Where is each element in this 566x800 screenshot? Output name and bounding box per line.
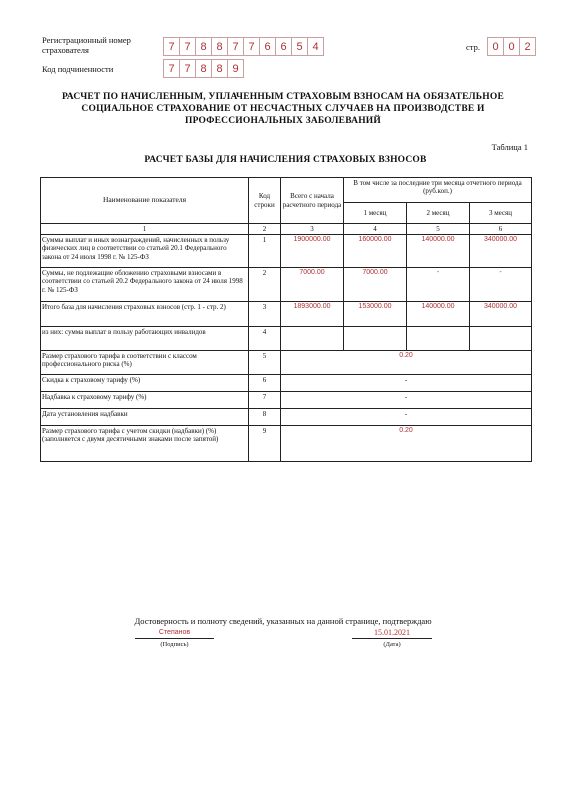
reg-number-digit: 7 bbox=[244, 37, 260, 56]
row-month-1 bbox=[344, 327, 407, 351]
row-month-1: 153000.00 bbox=[344, 302, 407, 327]
date-field: 15.01.2021 bbox=[352, 628, 432, 639]
page-number-digit: 2 bbox=[520, 37, 536, 56]
column-number: 3 bbox=[281, 224, 344, 235]
table-row bbox=[41, 426, 532, 462]
confirmation-text: Достоверность и полноту сведений, указанных на данной странице, подтверждаю bbox=[134, 616, 432, 626]
row-value: 0.20 bbox=[281, 426, 532, 462]
column-number: 5 bbox=[407, 224, 470, 235]
row-code: 6 bbox=[249, 375, 281, 392]
row-total: 1893000.00 bbox=[281, 302, 344, 327]
row-code: 2 bbox=[249, 268, 281, 302]
row-code: 3 bbox=[249, 302, 281, 327]
row-month-3 bbox=[470, 327, 532, 351]
reg-number-digit: 6 bbox=[260, 37, 276, 56]
row-value: - bbox=[281, 392, 532, 409]
table-row bbox=[41, 375, 532, 392]
reg-number-digit: 6 bbox=[276, 37, 292, 56]
row-name: Суммы выплат и иных вознаграждений, начисленных в пользу физических лиц в соответствии со статьей 20.1 Федерального закона от 24 июля 1998 г. № 125-ФЗ bbox=[41, 235, 249, 268]
row-code: 8 bbox=[249, 409, 281, 426]
table-number-label: Таблица 1 bbox=[491, 142, 528, 152]
page-number-digit: 0 bbox=[504, 37, 520, 56]
header-month-1: 1 месяц bbox=[344, 203, 407, 224]
row-code: 5 bbox=[249, 351, 281, 375]
reg-number-label: Регистрационный номер страхователя bbox=[42, 35, 131, 55]
reg-number-digit: 7 bbox=[163, 37, 180, 56]
column-number: 1 bbox=[41, 224, 249, 235]
table-row bbox=[41, 302, 532, 327]
row-name: Размер страхового тарифа с учетом скидки (надбавки) (%) (заполняется с двумя десятичными знаками после запятой) bbox=[41, 426, 249, 462]
row-code: 4 bbox=[249, 327, 281, 351]
row-month-2: - bbox=[407, 268, 470, 302]
date-caption: (Дата) bbox=[383, 641, 401, 648]
row-name: Скидка к страховому тарифу (%) bbox=[41, 375, 249, 392]
row-name: Размер страхового тарифа в соответствии с классом профессионального риска (%) bbox=[41, 351, 249, 375]
row-name: Итого база для начисления страховых взносов (стр. 1 - стр. 2) bbox=[41, 302, 249, 327]
row-value: - bbox=[281, 409, 532, 426]
row-month-3: 340000.00 bbox=[470, 235, 532, 268]
row-month-1: 160000.00 bbox=[344, 235, 407, 268]
row-code: 7 bbox=[249, 392, 281, 409]
subordination-code-cells bbox=[163, 59, 244, 78]
row-name: Надбавка к страховому тарифу (%) bbox=[41, 392, 249, 409]
row-code: 9 bbox=[249, 426, 281, 462]
row-month-2 bbox=[407, 327, 470, 351]
header-last-three-months: В том числе за последние три месяца отчетного периода (руб.коп.) bbox=[344, 178, 532, 203]
row-value: 0.20 bbox=[281, 351, 532, 375]
page-number-cells bbox=[487, 37, 536, 56]
column-number: 2 bbox=[249, 224, 281, 235]
reg-number-cells bbox=[163, 37, 324, 56]
column-number: 4 bbox=[344, 224, 407, 235]
reg-number-digit: 8 bbox=[212, 37, 228, 56]
table-row bbox=[41, 351, 532, 375]
header-total: Всего с начала расчетного периода bbox=[281, 178, 344, 224]
row-month-3: - bbox=[470, 268, 532, 302]
table-row bbox=[41, 268, 532, 302]
reg-number-digit: 7 bbox=[228, 37, 244, 56]
table-row bbox=[41, 327, 532, 351]
header-indicator-name: Наименование показателя bbox=[41, 178, 249, 224]
column-number: 6 bbox=[470, 224, 532, 235]
subordination-digit: 9 bbox=[228, 59, 244, 78]
header-month-2: 2 месяц bbox=[407, 203, 470, 224]
row-month-2: 140000.00 bbox=[407, 235, 470, 268]
signature-caption: (Подпись) bbox=[160, 641, 189, 648]
row-code: 1 bbox=[249, 235, 281, 268]
row-total bbox=[281, 327, 344, 351]
subordination-digit: 8 bbox=[212, 59, 228, 78]
table-row bbox=[41, 235, 532, 268]
page-label: стр. bbox=[466, 42, 480, 52]
subordination-digit: 7 bbox=[180, 59, 196, 78]
row-total: 1900000.00 bbox=[281, 235, 344, 268]
row-value: - bbox=[281, 375, 532, 392]
subordination-digit: 8 bbox=[196, 59, 212, 78]
table-title: РАСЧЕТ БАЗЫ ДЛЯ НАЧИСЛЕНИЯ СТРАХОВЫХ ВЗНОСОВ bbox=[144, 155, 427, 165]
row-month-2: 140000.00 bbox=[407, 302, 470, 327]
calculation-table bbox=[40, 177, 532, 462]
header-row-code: Код строки bbox=[249, 178, 281, 224]
page-number-digit: 0 bbox=[487, 37, 504, 56]
table-row bbox=[41, 409, 532, 426]
subordination-digit: 7 bbox=[163, 59, 180, 78]
row-name: Дата установления надбавки bbox=[41, 409, 249, 426]
reg-number-digit: 5 bbox=[292, 37, 308, 56]
reg-number-digit: 8 bbox=[196, 37, 212, 56]
header-month-3: 3 месяц bbox=[470, 203, 532, 224]
table-row bbox=[41, 392, 532, 409]
signature-field: Степанов bbox=[135, 628, 214, 639]
reg-number-digit: 4 bbox=[308, 37, 324, 56]
page-title: РАСЧЕТ ПО НАЧИСЛЕННЫМ, УПЛАЧЕННЫМ СТРАХОВЫМ ВЗНОСАМ НА ОБЯЗАТЕЛЬНОЕ СОЦИАЛЬНОЕ СТРАХОВАНИЕ ОТ НЕСЧАСТНЫХ СЛУЧАЕВ НА ПРОИЗВОДСТВЕ И ПРОФЕССИОНАЛЬНЫХ ЗАБОЛЕВАНИЙ bbox=[62, 92, 504, 126]
subordination-label: Код подчиненности bbox=[42, 64, 114, 74]
row-name: из них: сумма выплат в пользу работающих инвалидов bbox=[41, 327, 249, 351]
reg-number-digit: 7 bbox=[180, 37, 196, 56]
row-name: Суммы, не подлежащие обложению страховыми взносами в соответствии со статьей 20.2 Федерального закона от 24 июля 1998 г. № 125-ФЗ bbox=[41, 268, 249, 302]
row-month-1: 7000.00 bbox=[344, 268, 407, 302]
row-total: 7000.00 bbox=[281, 268, 344, 302]
row-month-3: 340000.00 bbox=[470, 302, 532, 327]
